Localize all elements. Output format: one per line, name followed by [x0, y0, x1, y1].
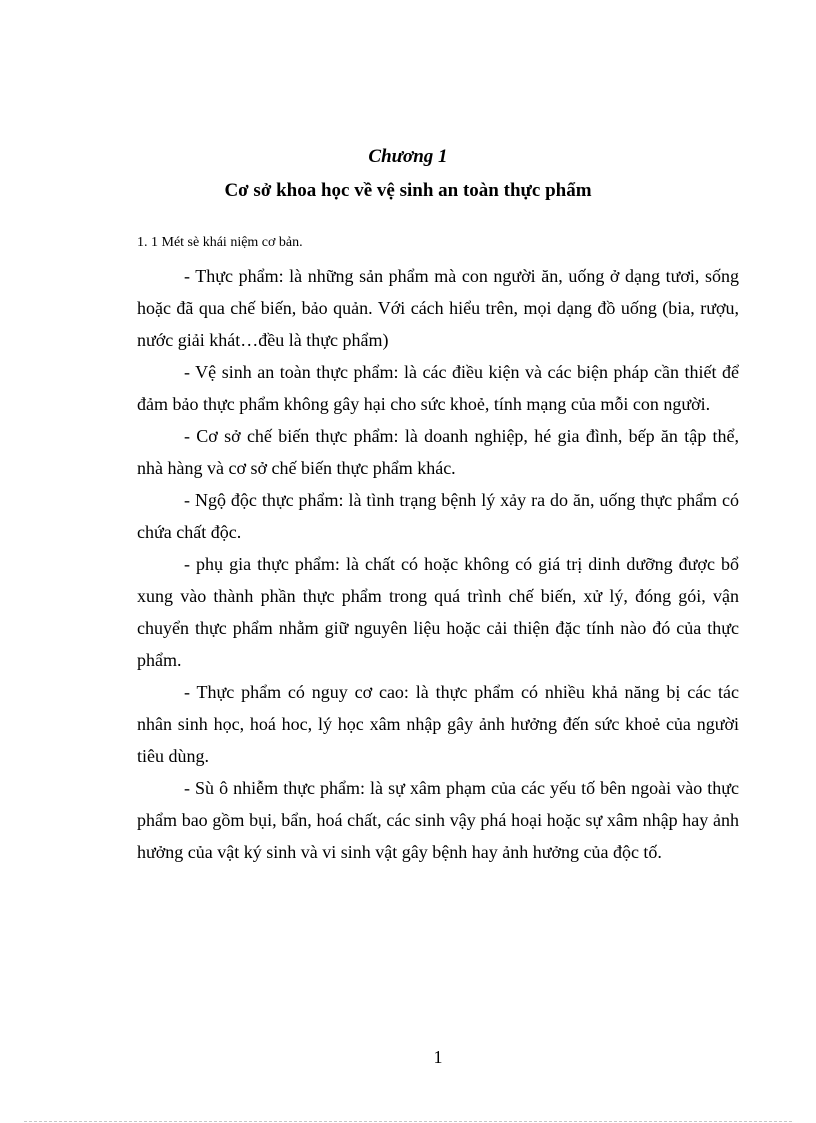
paragraph-food-poisoning: - Ngộ độc thực phẩm: là tình trạng bệnh lý xảy ra do ăn, uống thực phẩm có chứa chất độc.: [137, 490, 739, 542]
paragraph-food-definition: - Thực phẩm: là những sản phẩm mà con người ăn, uống ở dạng tươi, sống hoặc đã qua chế biến, bảo quản. Với cách hiểu trên, mọi dạng đồ uống (bia, rượu, nước giải khát…đều là thực phẩm): [137, 266, 739, 350]
section-heading: 1. 1 Mét sè khái niệm cơ bản.: [137, 235, 303, 250]
paragraph-food-contamination: - Sù ô nhiễm thực phẩm: là sự xâm phạm của các yếu tố bên ngoài vào thực phẩm bao gồm bụi, bẩn, hoá chất, các sinh vậy phá hoại hoặc sự xâm nhập hay ảnh hưởng của vật ký sinh và vi sinh vật gây bệnh hay ảnh hưởng của độc tố.: [137, 778, 739, 862]
paragraph-high-risk-food: - Thực phẩm có nguy cơ cao: là thực phẩm có nhiều khả năng bị các tác nhân sinh học, hoá hoc, lý học xâm nhập gây ảnh hưởng đến sức khoẻ của người tiêu dùng.: [137, 682, 739, 766]
paragraph-food-safety: - Vệ sinh an toàn thực phẩm: là các điều kiện và các biện pháp cần thiết để đảm bảo thực phẩm không gây hại cho sức khoẻ, tính mạng của mỗi con người.: [137, 362, 739, 414]
page-bottom-divider: [24, 1121, 792, 1122]
chapter-number: Chương 1: [368, 146, 448, 167]
document-body: [137, 260, 739, 868]
paragraph-processing-facility: - Cơ sở chế biến thực phẩm: là doanh nghiệp, hé gia đình, bếp ăn tập thể, nhà hàng và cơ sở chế biến thực phẩm khác.: [137, 426, 739, 478]
paragraph-food-additive: - phụ gia thực phẩm: là chất có hoặc không có giá trị dinh dưỡng được bổ xung vào thành phần thực phẩm trong quá trình chế biến, xử lý, đóng gói, vận chuyển thực phẩm nhằm giữ nguyên liệu hoặc cải thiện đặc tính nào đó của thực phẩm.: [137, 554, 739, 670]
page-number: 1: [433, 1047, 443, 1067]
chapter-title: Cơ sở khoa học về vệ sinh an toàn thực phẩm: [224, 180, 592, 201]
